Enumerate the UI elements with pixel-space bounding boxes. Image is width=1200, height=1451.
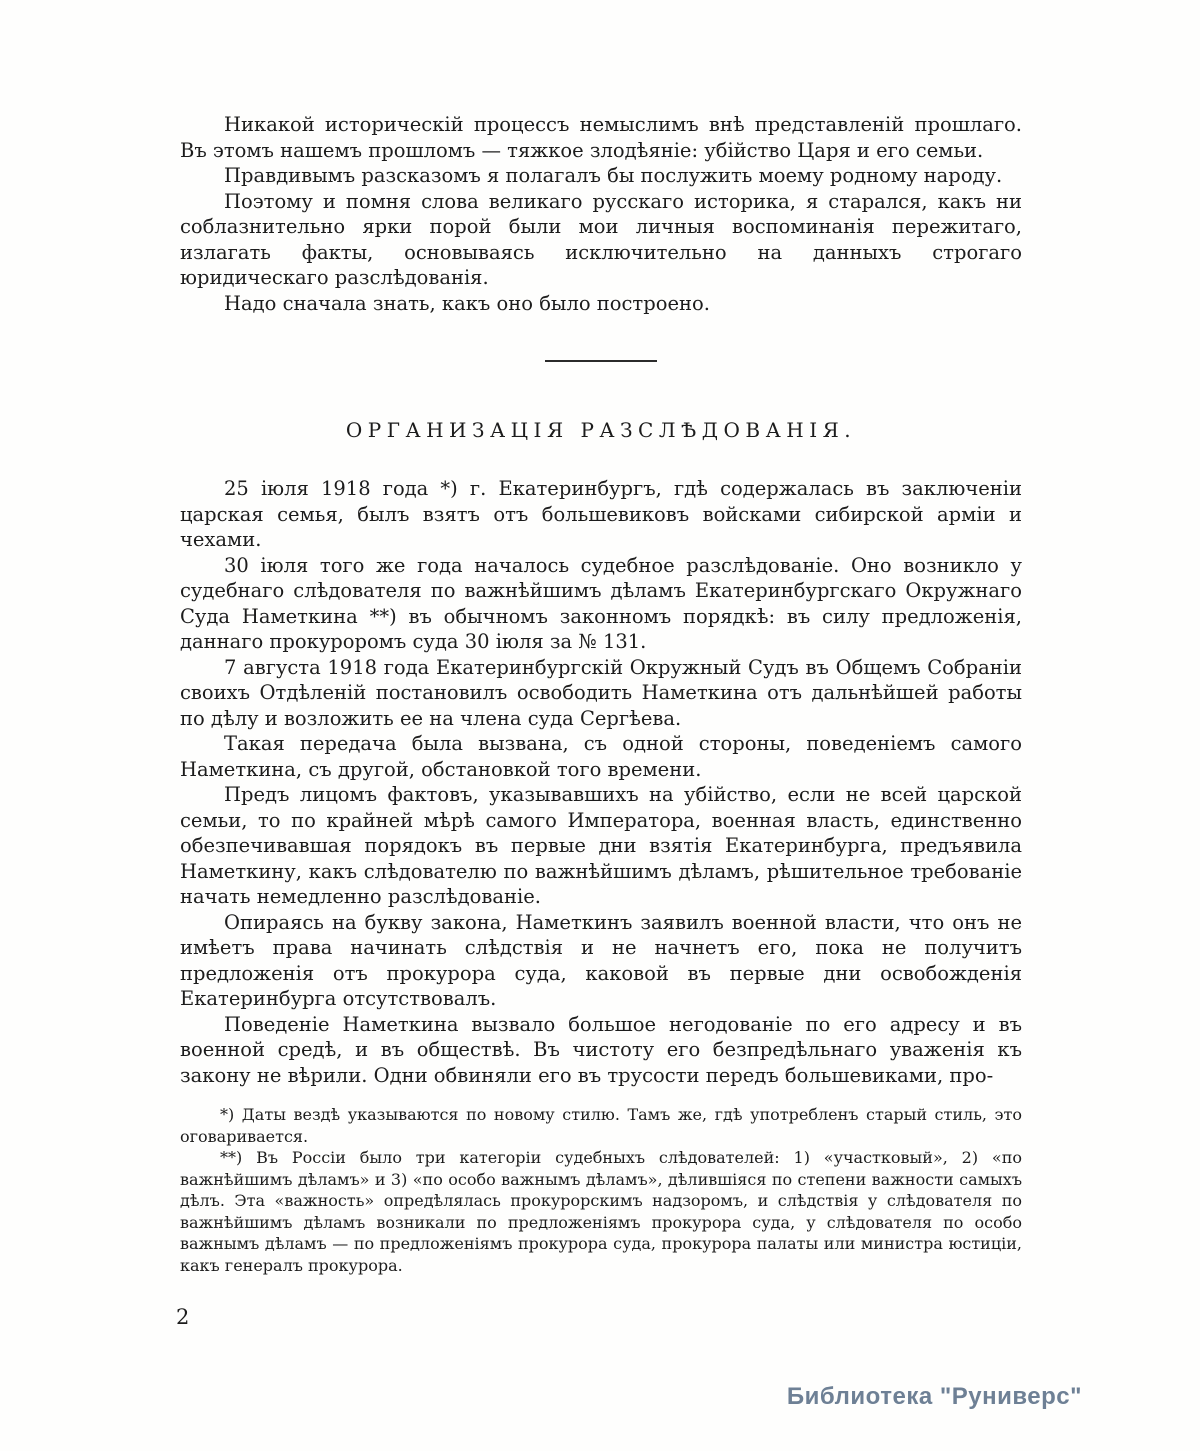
- body-paragraph: Предъ лицомъ фактовъ, указывавшихъ на убійство, если не всей царской семьи, то по крайней мѣрѣ самого Императора, военная власть, единственно обезпечивавшая порядокъ въ первые дни взятія Екатеринбурга, предъявила Наметкину, какъ слѣдователю по важнѣйшимъ дѣламъ, рѣшительное требованіе начать немедленно разслѣдованіе.: [180, 783, 1022, 908]
- footnote: **) Въ Россіи было три категоріи судебныхъ слѣдователей: 1) «участковый», 2) «по важнѣйшимъ дѣламъ» и 3) «по особо важнымъ дѣламъ», дѣлившіяся по степени важности самыхъ дѣлъ. Эта «важность» опредѣлялась прокурорскимъ надзоромъ, и слѣдствія у слѣдователя по важнѣйшимъ дѣламъ возникали по предложеніямъ прокурора суда, у слѣдователя по особо важнымъ дѣламъ — по предложеніямъ прокурора суда, прокурора палаты или министра юстиціи, какъ генералъ прокурора.: [180, 1148, 1022, 1275]
- body-paragraph: Опираясь на букву закона, Наметкинъ заявилъ военной власти, что онъ не имѣетъ права начинать слѣдствія и не начнетъ его, пока не получитъ предложенія отъ прокурора суда, каковой въ первые дни освобожденія Екатеринбурга отсутствовалъ.: [180, 910, 1022, 1010]
- section-divider: [545, 360, 657, 362]
- intro-paragraph: Поэтому и помня слова великаго русскаго историка, я старался, какъ ни соблазнительно ярки порой были мои личныя воспоминанія пережитаго, излагать факты, основываясь исключительно на данныхъ строгаго юридическаго разслѣдованія.: [180, 189, 1022, 289]
- intro-section: [180, 112, 1022, 316]
- intro-paragraph: Правдивымъ разсказомъ я полагалъ бы послужить моему родному народу.: [224, 164, 1003, 187]
- intro-paragraph: Надо сначала знать, какъ оно было построено.: [224, 291, 710, 315]
- body-paragraph: 7 августа 1918 года Екатеринбургскій Окружный Судъ въ Общемъ Собраніи своихъ Отдѣленій постановилъ освободить Наметкина отъ дальнѣйшей работы по дѣлу и возложить ее на члена суда Сергѣева.: [180, 655, 1022, 730]
- body-paragraph: 30 іюля того же года началось судебное разслѣдованіе. Оно возникло у судебнаго слѣдователя по важнѣйшимъ дѣламъ Екатеринбургскаго Окружнаго Суда Наметкина **) въ обычномъ законномъ порядкѣ: въ силу предложенія, даннаго прокуроромъ суда 30 іюля за № 131.: [180, 553, 1022, 653]
- footnote: *) Даты вездѣ указываются по новому стилю. Тамъ же, гдѣ употребленъ старый стиль, это оговаривается.: [180, 1105, 1022, 1146]
- body-section: [180, 476, 1022, 1088]
- footnotes-section: [180, 1104, 1022, 1276]
- page-number: 2: [176, 1305, 190, 1329]
- body-paragraph: Такая передача была вызвана, съ одной стороны, поведеніемъ самого Наметкина, съ другой, обстановкой того времени.: [180, 732, 1022, 781]
- library-watermark: Библиотека "Руниверс": [786, 1383, 1082, 1410]
- body-paragraph: 25 іюля 1918 года *) г. Екатеринбургъ, гдѣ содержалась въ заключеніи царская семья, былъ взятъ отъ большевиковъ войсками сибирской арміи и чехами.: [180, 477, 1022, 551]
- intro-paragraph: Никакой историческій процессъ немыслимъ внѣ представленій прошлаго. Въ этомъ нашемъ прошломъ — тяжкое злодѣяніе: убійство Царя и его семьи.: [180, 113, 1022, 162]
- body-paragraph: Поведеніе Наметкина вызвало большое негодованіе по его адресу и въ военной средѣ, и въ обществѣ. Въ чистоту его безпредѣльнаго уваженія къ закону не вѣрили. Одни обвиняли его въ трусости передъ большевиками, про-: [180, 1012, 1022, 1087]
- section-heading: ОРГАНИЗАЦІЯ РАЗСЛѢДОВАНІЯ.: [345, 418, 857, 442]
